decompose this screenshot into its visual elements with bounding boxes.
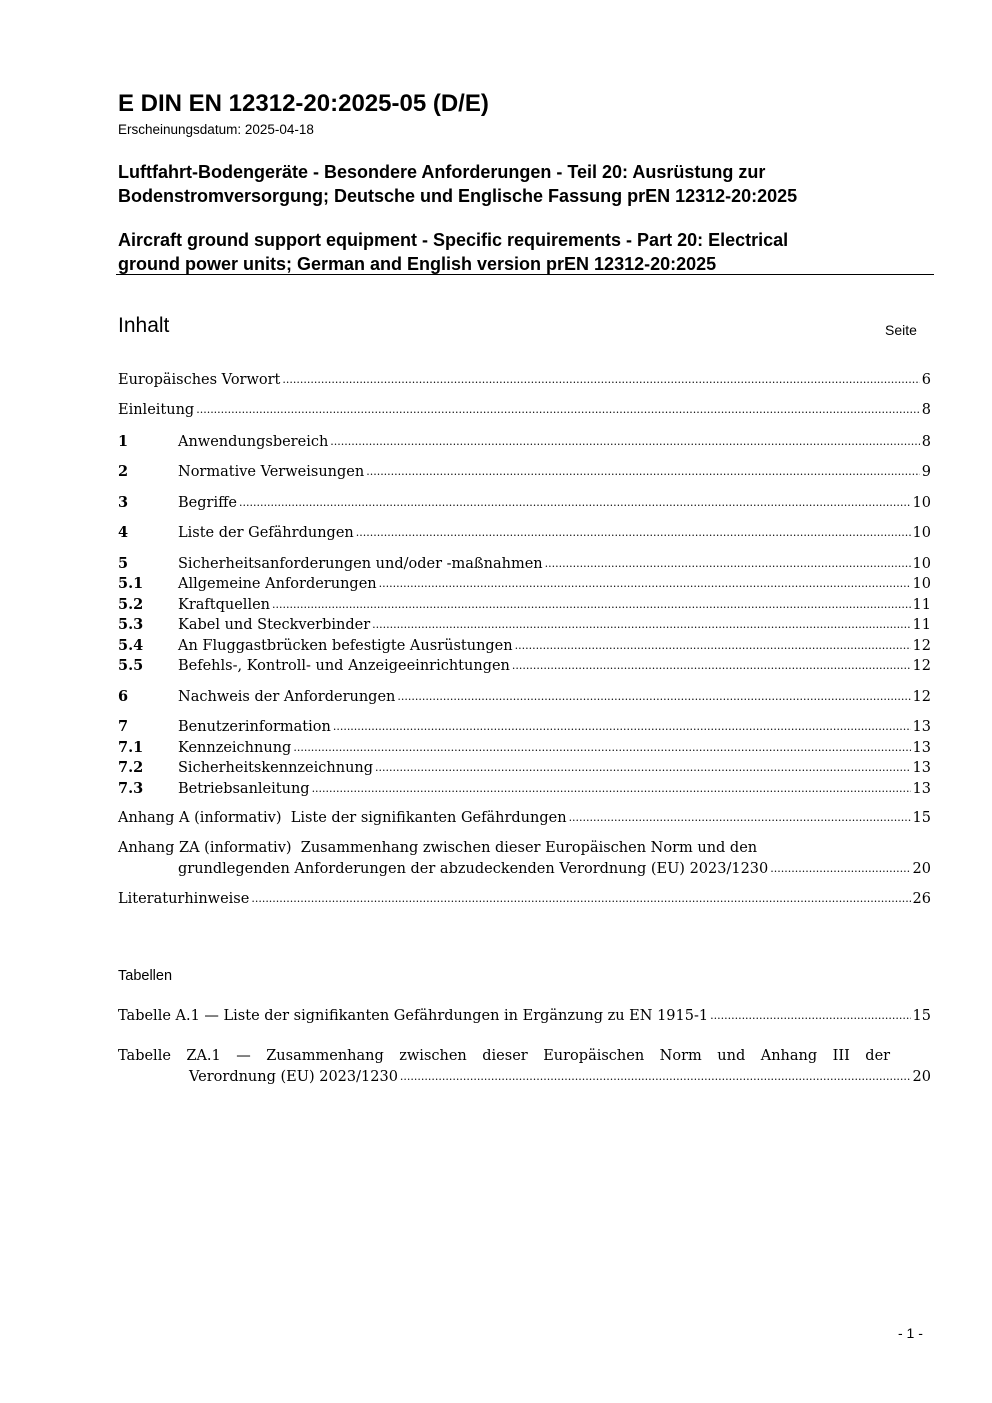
toc-entry-text: Betriebsanleitung — [178, 781, 310, 797]
toc-entry-number: 5 — [118, 555, 129, 572]
toc-entry-text: Europäisches Vorwort — [118, 372, 281, 388]
toc-leader-dots — [330, 433, 919, 449]
table-entry-word: — — [236, 1048, 251, 1064]
toc-entry-number: 6 — [118, 688, 129, 705]
table-entry-word: und — [717, 1048, 746, 1064]
toc-entry-number: 5.2 — [118, 596, 144, 613]
table-entry-word: zwischen — [399, 1048, 467, 1064]
toc-entry-number: 7.3 — [118, 780, 144, 797]
toc-entry-page: 11 — [912, 617, 931, 633]
title-english-line-1: Aircraft ground support equipment - Specific requirements - Part 20: Electrical — [118, 230, 789, 250]
toc-entry-text: Sicherheitsanforderungen und/oder -maßnahmen — [178, 556, 543, 572]
toc-entry-text: Kabel und Steckverbinder — [178, 617, 371, 633]
table-entry-word: dieser — [482, 1048, 528, 1064]
toc-entry-number: 5.4 — [118, 637, 144, 654]
toc-leader-dots — [356, 524, 911, 540]
toc-entry-page: 15 — [912, 810, 931, 826]
title-german-line-1: Luftfahrt-Bodengeräte - Besondere Anforderungen - Teil 20: Ausrüstung zur — [118, 162, 766, 182]
toc-entry[interactable] — [118, 575, 931, 595]
toc-leader-dots — [272, 596, 911, 612]
toc-entry[interactable] — [118, 759, 931, 779]
toc-entry-text: Anwendungsbereich — [178, 434, 329, 450]
toc-entry-number: 1 — [118, 433, 129, 450]
toc-entry[interactable] — [118, 524, 931, 544]
toc-leader-dots — [196, 401, 920, 417]
toc-leader-dots — [372, 616, 910, 632]
toc-leader-dots — [312, 780, 911, 796]
toc-entry-text: An Fluggastbrücken befestigte Ausrüstungen — [178, 638, 513, 654]
toc-leader-dots — [375, 759, 911, 775]
toc-entry-text: Kennzeichnung — [178, 740, 292, 756]
toc-entry-page: 10 — [912, 495, 931, 511]
toc-leader-dots — [400, 1068, 911, 1084]
toc-page-column-label: Seite — [885, 322, 917, 338]
toc-entry-text: Liste der Gefährdungen — [178, 525, 354, 541]
toc-entry-page: 12 — [912, 689, 931, 705]
toc-entry-number: 2 — [118, 463, 129, 480]
document-id: E DIN EN 12312-20:2025-05 (D/E) — [118, 90, 489, 117]
table-entry[interactable] — [118, 1008, 931, 1028]
toc-leader-dots — [293, 739, 910, 755]
table-entry-word: Anhang III — [760, 1048, 850, 1064]
table-entry[interactable] — [189, 1069, 931, 1089]
toc-entry[interactable] — [118, 637, 931, 657]
table-entry-page: 20 — [912, 1069, 931, 1085]
toc-entry-page: 13 — [912, 760, 931, 776]
tables-heading: Tabellen — [118, 968, 173, 984]
toc-entry[interactable] — [118, 596, 931, 616]
toc-entry[interactable] — [118, 718, 931, 738]
toc-leader-dots — [545, 555, 911, 571]
toc-entry-number: 7 — [118, 718, 129, 735]
toc-entry[interactable] — [118, 891, 931, 911]
toc-entry[interactable] — [118, 463, 931, 483]
table-entry-word: Europäischen — [543, 1048, 645, 1064]
toc-leader-dots — [366, 463, 920, 479]
toc-entry-number: 4 — [118, 524, 129, 541]
toc-entry[interactable] — [118, 402, 931, 422]
toc-entry-page: 12 — [912, 658, 931, 674]
toc-entry-text: Kraftquellen — [178, 597, 270, 613]
toc-entry[interactable] — [118, 810, 931, 830]
table-entry-word: Norm — [659, 1048, 702, 1064]
toc-entry-page: 12 — [912, 638, 931, 654]
toc-entry-text: Sicherheitskennzeichnung — [178, 760, 374, 776]
table-entry-word: Zusammenhang — [266, 1048, 384, 1064]
toc-leader-dots — [770, 860, 910, 876]
table-entry-text: Verordnung (EU) 2023/1230 — [189, 1069, 398, 1085]
toc-entry-number: 7.2 — [118, 759, 144, 776]
header-divider — [116, 274, 934, 275]
toc-leader-dots — [710, 1007, 910, 1023]
toc-entry[interactable] — [118, 657, 931, 677]
publication-date: Erscheinungsdatum: 2025-04-18 — [118, 122, 314, 137]
toc-entry-number: 5.3 — [118, 616, 144, 633]
table-entry-text: Tabelle A.1 — Liste der signifikanten Gefährdungen in Ergänzung zu EN 1915-1 — [118, 1008, 709, 1024]
toc-heading: Inhalt — [118, 314, 170, 337]
toc-entry-text: Benutzerinformation — [178, 719, 331, 735]
toc-leader-dots — [333, 718, 911, 734]
toc-entry-text: Literaturhinweise — [118, 891, 250, 907]
toc-entry-page: 13 — [912, 781, 931, 797]
toc-entry-page: 13 — [912, 740, 931, 756]
toc-entry-page: 8 — [921, 434, 931, 450]
toc-entry-page: 26 — [912, 891, 931, 907]
toc-entry[interactable] — [118, 433, 931, 453]
toc-entry-number: 3 — [118, 494, 129, 511]
title-german-line-2: Bodenstromversorgung; Deutsche und Englische Fassung prEN 12312-20:2025 — [118, 186, 798, 206]
toc-entry-text: Nachweis der Anforderungen — [178, 689, 396, 705]
toc-entry-page: 6 — [921, 372, 931, 388]
toc-leader-dots — [282, 371, 919, 387]
toc-entry[interactable] — [118, 739, 931, 759]
toc-entry-number: 5.1 — [118, 575, 144, 592]
toc-entry[interactable] — [118, 688, 931, 708]
toc-entry-page: 10 — [912, 525, 931, 541]
table-entry-page: 15 — [912, 1008, 931, 1024]
toc-leader-dots — [251, 890, 910, 906]
toc-entry-number: 5.5 — [118, 657, 144, 674]
toc-entry-text: Normative Verweisungen — [178, 464, 365, 480]
toc-leader-dots — [397, 688, 910, 704]
toc-entry-page: 13 — [912, 719, 931, 735]
toc-entry-page: 9 — [921, 464, 931, 480]
table-entry-za1-line-1[interactable] — [118, 1048, 890, 1064]
table-entry-word: Tabelle ZA.1 — [118, 1048, 221, 1064]
toc-entry-page: 11 — [912, 597, 931, 613]
toc-entry-text: Einleitung — [118, 402, 195, 418]
toc-entry-page: 20 — [912, 861, 931, 877]
toc-entry-text: grundlegenden Anforderungen der abzudeckenden Verordnung (EU) 2023/1230 — [178, 861, 769, 877]
toc-entry-page: 10 — [912, 556, 931, 572]
page-number: - 1 - — [898, 1325, 923, 1341]
toc-entry-text: Befehls-, Kontroll- und Anzeigeeinrichtungen — [178, 658, 510, 674]
toc-entry[interactable] — [118, 616, 931, 636]
toc-entry[interactable] — [178, 861, 931, 881]
toc-entry-number: 7.1 — [118, 739, 144, 756]
toc-leader-dots — [569, 809, 911, 825]
title-english-line-2: ground power units; German and English version prEN 12312-20:2025 — [118, 254, 717, 274]
toc-entry[interactable] — [118, 780, 931, 800]
toc-entry-page: 8 — [921, 402, 931, 418]
toc-entry-text: Anhang ZA (informativ) Zusammenhang zwischen dieser Europäischen Norm und den — [118, 840, 758, 856]
title-english — [118, 228, 788, 276]
toc-leader-dots — [239, 494, 911, 510]
toc-entry-text: Begriffe — [178, 495, 237, 511]
toc-entry[interactable] — [118, 555, 931, 575]
toc-entry-page: 10 — [912, 576, 931, 592]
toc-entry-text: Allgemeine Anforderungen — [178, 576, 377, 592]
toc-entry[interactable] — [118, 372, 931, 392]
toc-leader-dots — [512, 657, 911, 673]
toc-entry-annex-za-line-1[interactable] — [118, 840, 931, 856]
toc-entry[interactable] — [118, 494, 931, 514]
toc-leader-dots — [379, 575, 911, 591]
title-german — [118, 160, 797, 208]
table-entry-word: der — [865, 1048, 891, 1064]
toc-entry-text: Anhang A (informativ) Liste der signifikanten Gefährdungen — [118, 810, 567, 826]
toc-leader-dots — [515, 637, 911, 653]
